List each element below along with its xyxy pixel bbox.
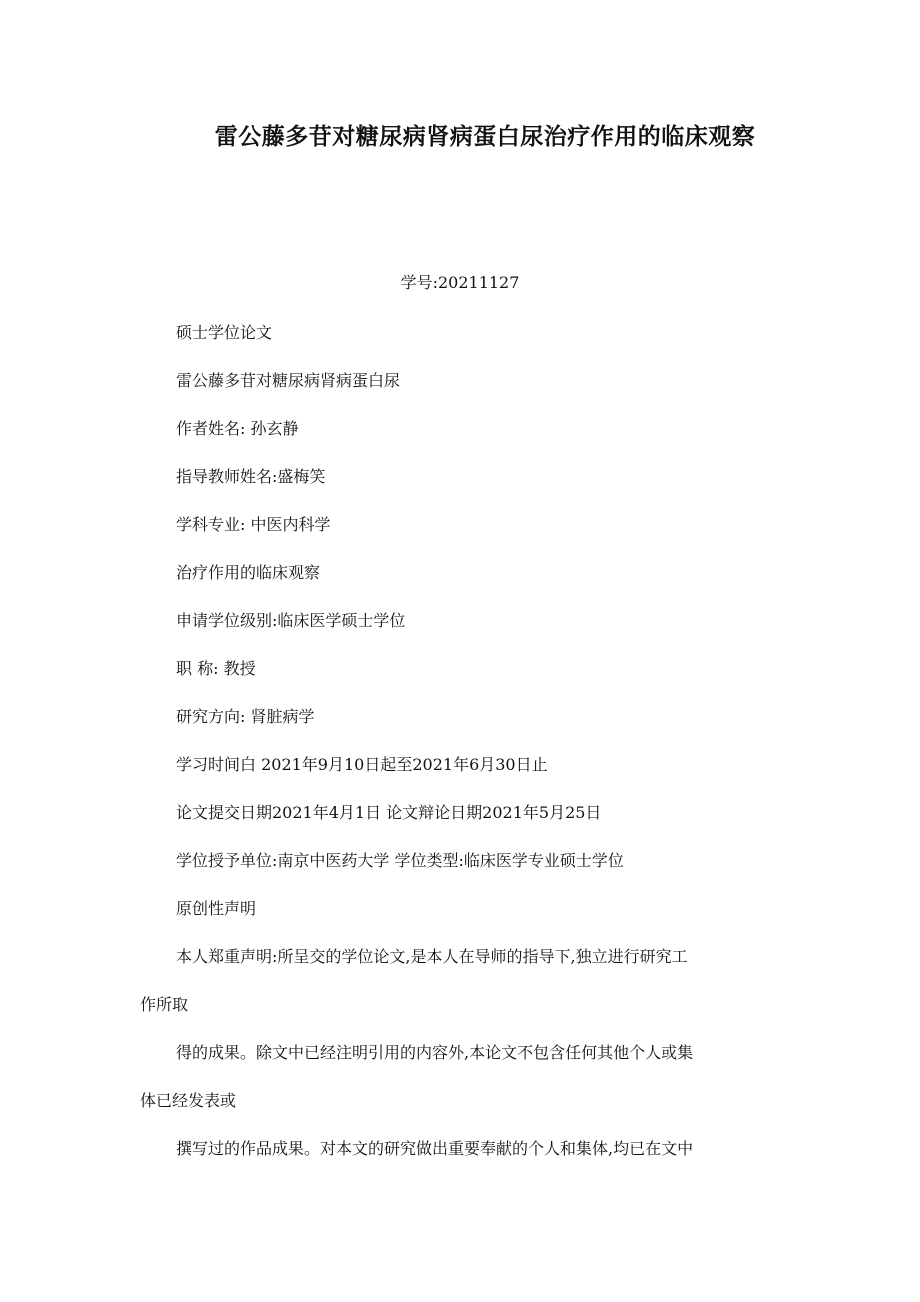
originality-heading: 原创性声明	[176, 899, 257, 918]
title-rank-line: 职 称: 教授	[176, 659, 256, 678]
declaration-paragraph-2: 得的成果。除文中已经注明引用的内容外,本论文不包含任何其他个人或集	[176, 1043, 694, 1062]
study-period-line: 学习时间白 2021年9月10日起至2021年6月30日止	[176, 755, 548, 774]
declaration-paragraph-1: 本人郑重声明:所呈交的学位论文,是本人在导师的指导下,独立进行研究工	[176, 947, 688, 966]
research-direction-line: 研究方向: 肾脏病学	[176, 707, 315, 726]
degree-type-line: 硕士学位论文	[176, 323, 273, 342]
degree-level-line: 申请学位级别:临床医学硕士学位	[176, 611, 406, 630]
declaration-paragraph-2-cont: 体已经发表或	[140, 1091, 237, 1110]
declaration-paragraph-1-cont: 作所取	[140, 995, 189, 1014]
degree-institution-line: 学位授予单位:南京中医药大学 学位类型:临床医学专业硕士学位	[176, 851, 624, 870]
document-title: 雷公藤多苷对糖尿病肾病蛋白尿治疗作用的临床观察	[214, 124, 756, 150]
major-line: 学科专业: 中医内科学	[176, 515, 331, 534]
thesis-title-line-2: 治疗作用的临床观察	[176, 563, 321, 582]
thesis-title-line-1: 雷公藤多苷对糖尿病肾病蛋白尿	[176, 371, 401, 390]
advisor-line: 指导教师姓名:盛梅笑	[176, 467, 326, 486]
declaration-paragraph-3: 撰写过的作品成果。对本文的研究做出重要奉献的个人和集体,均已在文中	[176, 1139, 694, 1158]
submission-date-line: 论文提交日期2021年4月1日 论文辩论日期2021年5月25日	[176, 803, 602, 822]
student-id: 学号:20211127	[400, 273, 520, 292]
author-line: 作者姓名: 孙玄静	[176, 419, 299, 438]
